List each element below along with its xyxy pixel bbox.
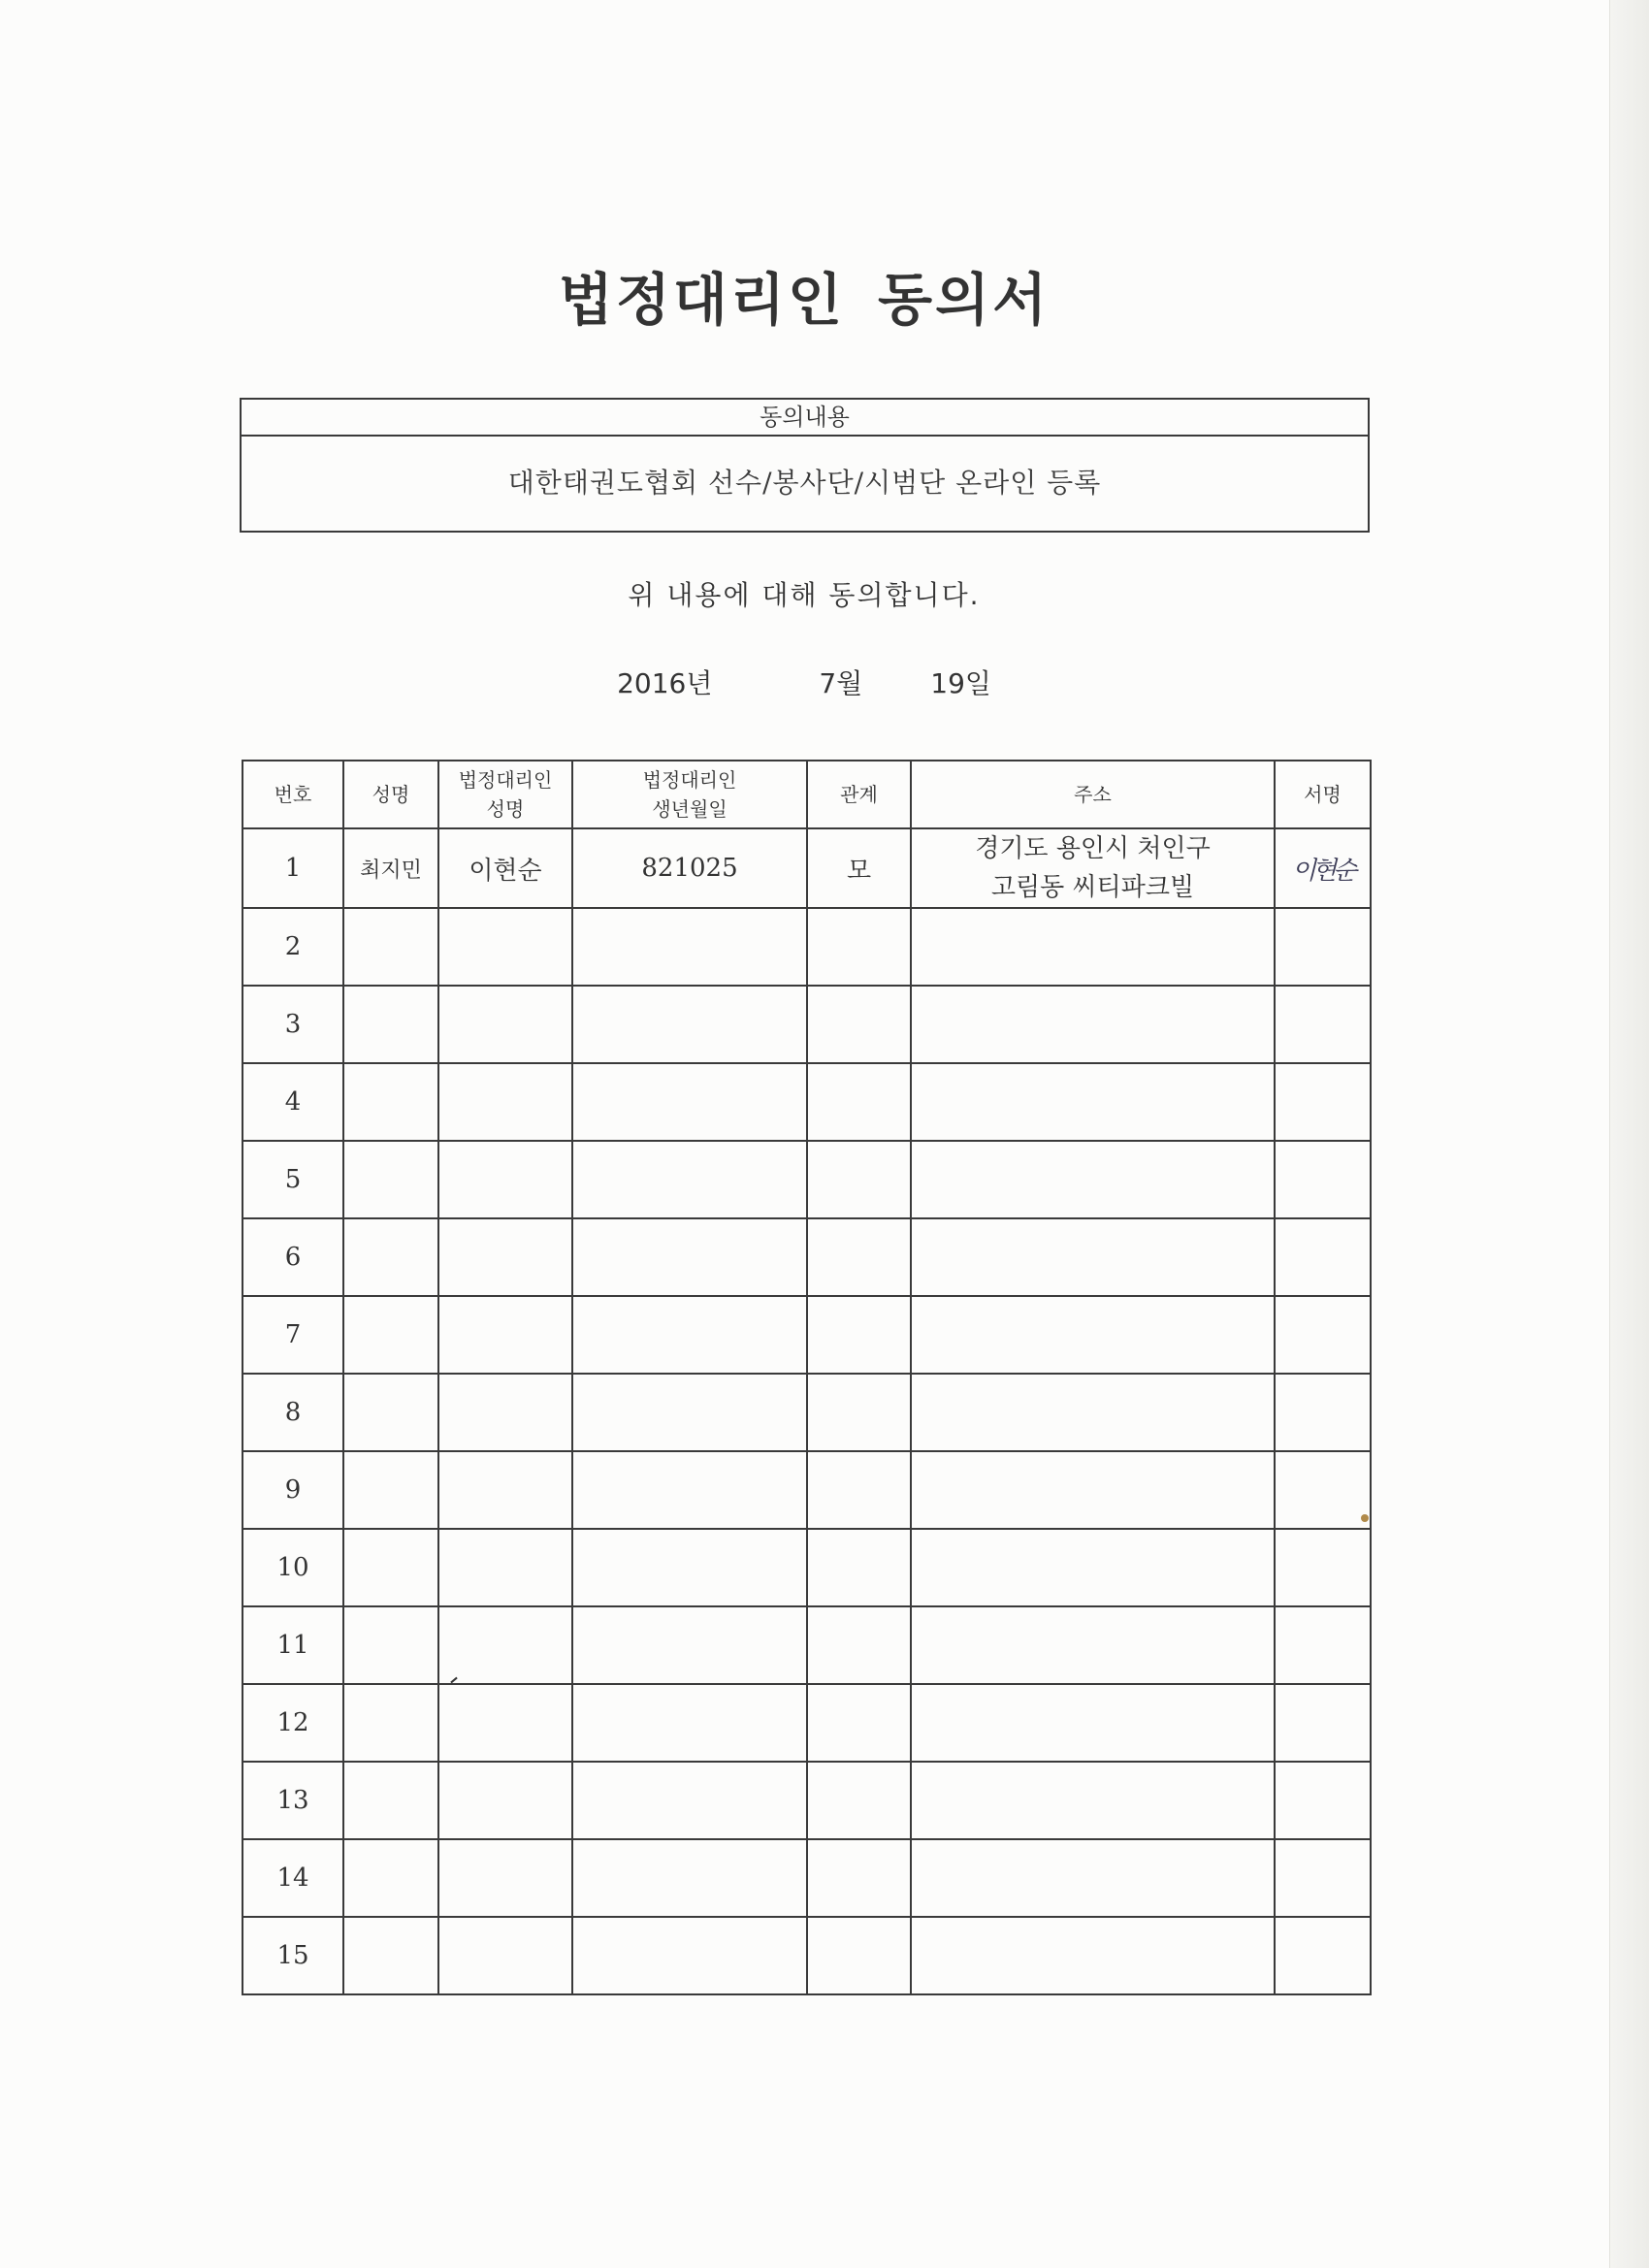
table-row — [242, 1296, 1371, 1374]
date-year: 2016년 — [617, 667, 713, 699]
table-row — [242, 986, 1371, 1063]
guardian-table — [242, 760, 1372, 1995]
table-row — [242, 908, 1371, 986]
cell-no: 6 — [242, 1218, 343, 1296]
header-guardian-name-line1: 법정대리인 — [458, 768, 553, 792]
cell-no: 7 — [242, 1296, 343, 1374]
cell-no: 13 — [242, 1762, 343, 1839]
page-title — [0, 254, 1608, 336]
title-part-1: 법정대리인 — [558, 267, 846, 333]
consent-body: 대한태권도협회 선수/봉사단/시범단 온라인 등록 — [507, 467, 1102, 499]
header-name: 성명 — [343, 761, 438, 828]
header-signature: 서명 — [1275, 761, 1371, 828]
consent-box — [240, 398, 1370, 533]
table-row — [242, 1917, 1371, 1994]
cell-no: 3 — [242, 986, 343, 1063]
table-row — [242, 1684, 1371, 1762]
cell-no: 5 — [242, 1141, 343, 1218]
header-relation: 관계 — [807, 761, 911, 828]
address-line2: 고림동 씨티파크빌 — [990, 873, 1195, 902]
table-row — [242, 1063, 1371, 1141]
date-line — [0, 663, 1608, 701]
table-row — [242, 1606, 1371, 1684]
cell-no: 1 — [242, 828, 343, 908]
consent-header: 동의내용 — [242, 400, 1368, 437]
table-row — [242, 1141, 1371, 1218]
table-row — [242, 1218, 1371, 1296]
cell-no: 9 — [242, 1451, 343, 1529]
cell-guardian-dob: 821025 — [572, 828, 807, 908]
cell-signature: 이현순 — [1275, 828, 1371, 908]
title-part-2: 동의서 — [878, 267, 1051, 333]
address-line1: 경기도 용인시 처인구 — [975, 834, 1211, 863]
cell-guardian-name: 이현순 — [438, 828, 572, 908]
table-header-row — [242, 761, 1371, 828]
table-row — [242, 1762, 1371, 1839]
header-guardian-dob — [572, 761, 807, 828]
cell-no: 10 — [242, 1529, 343, 1606]
cell-no: 4 — [242, 1063, 343, 1141]
table-row — [242, 1374, 1371, 1451]
cell-no: 15 — [242, 1917, 343, 1994]
table-row — [242, 1451, 1371, 1529]
header-guardian-dob-line1: 법정대리인 — [642, 768, 737, 792]
cell-no: 8 — [242, 1374, 343, 1451]
cell-address — [911, 828, 1275, 908]
date-day: 19일 — [930, 667, 991, 699]
cell-relation: 모 — [807, 828, 911, 908]
scan-edge — [1609, 0, 1649, 2268]
table-row — [242, 1529, 1371, 1606]
table-row — [242, 1839, 1371, 1917]
cell-name: 최지민 — [343, 828, 438, 908]
header-guardian-dob-line2: 생년월일 — [652, 797, 728, 821]
agreement-statement: 위 내용에 대해 동의합니다. — [628, 579, 981, 611]
cell-no: 2 — [242, 908, 343, 986]
cell-no: 12 — [242, 1684, 343, 1762]
header-guardian-name-line2: 성명 — [486, 797, 525, 821]
header-address: 주소 — [911, 761, 1275, 828]
header-no: 번호 — [242, 761, 343, 828]
table-row — [242, 828, 1371, 908]
header-guardian-name — [438, 761, 572, 828]
cell-no: 14 — [242, 1839, 343, 1917]
ink-speck — [1361, 1514, 1369, 1522]
cell-no: 11 — [242, 1606, 343, 1684]
date-month: 7월 — [819, 667, 863, 699]
